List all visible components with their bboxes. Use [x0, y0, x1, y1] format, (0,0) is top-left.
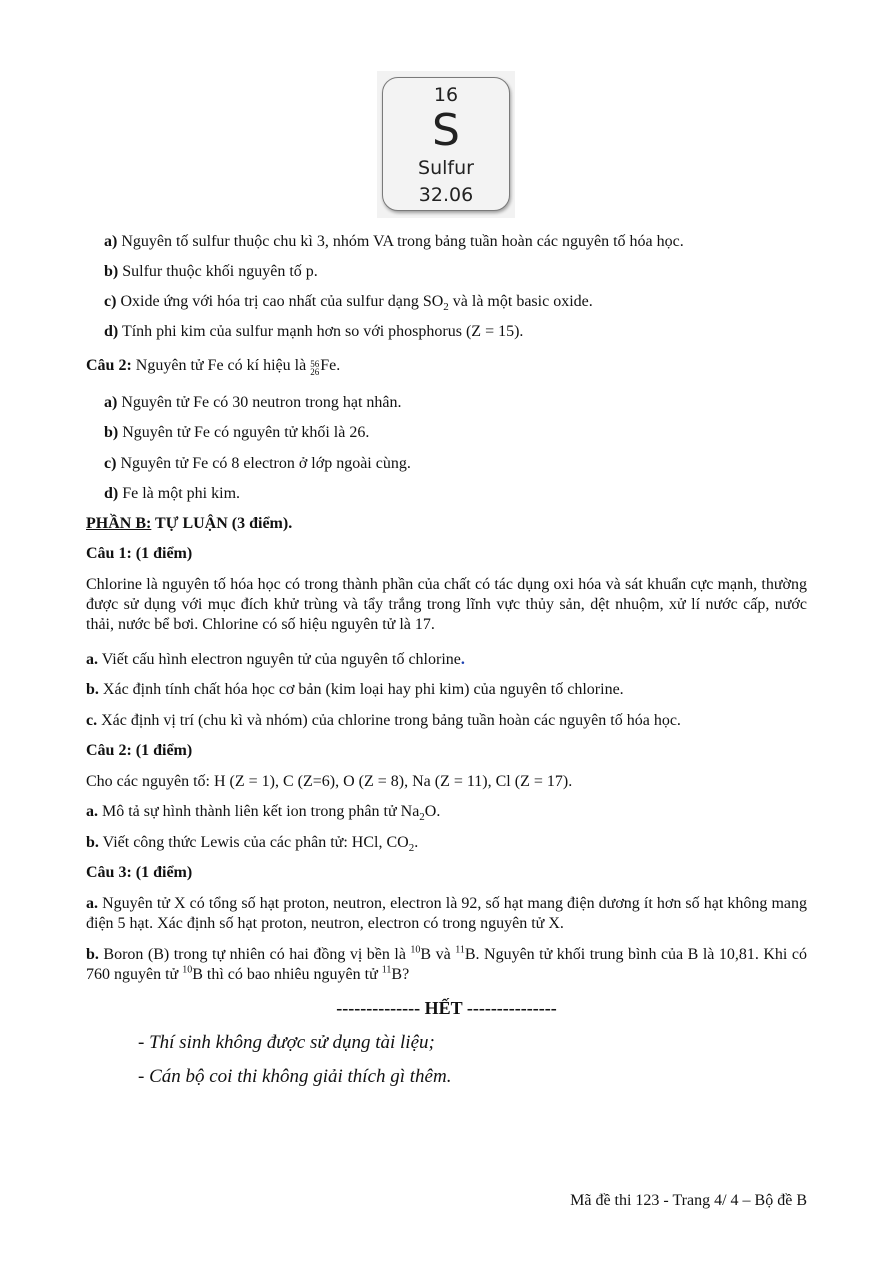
essay-q1-title: Câu 1: (1 điểm) [86, 545, 193, 562]
q2-option-c: c) Nguyên tử Fe có 8 electron ở lớp ngoài cùng. [104, 455, 411, 472]
element-symbol: S [432, 105, 460, 156]
q2-option-d: d) Fe là một phi kim. [104, 485, 241, 502]
end-marker: -------------- HẾT --------------- [336, 998, 557, 1018]
essay-q1-part-c: c. Xác định vị trí (chu kì và nhóm) của chlorine trong bảng tuần hoàn các nguyên tố hóa học. [86, 712, 681, 729]
essay-q3-part-a: a. Nguyên tử X có tổng số hạt proton, neutron, electron là 92, số hạt mang điện dương ít hơn số hạt không mang điện 5 hạt. Xác định số hạt proton, neutron, electron có trong nguyên tử X. [86, 895, 807, 932]
element-tile-image [377, 71, 515, 218]
essay-q2-part-b: b. Viết công thức Lewis của các phân tử: HCl, $CO_2$. [86, 834, 419, 855]
note-no-explanation: - Cán bộ coi thi không giải thích gì thêm. [138, 1066, 452, 1087]
isotope-notation: 56 26 [310, 359, 320, 377]
q1-option-a: a) Nguyên tố sulfur thuộc chu kì 3, nhóm VA trong bảng tuần hoàn các nguyên tố hóa học. [104, 233, 684, 250]
q1-option-c: c) Oxide ứng với hóa trị cao nhất của sulfur dạng $SO_2$ và là một basic oxide. [104, 293, 593, 314]
essay-q2-part-a: a. Mô tả sự hình thành liên kết ion trong phân tử $Na_2O$. [86, 803, 441, 824]
essay-q2-title: Câu 2: (1 điểm) [86, 742, 193, 759]
essay-q1-part-b: b. Xác định tính chất hóa học cơ bản (kim loại hay phi kim) của nguyên tố chlorine. [86, 681, 624, 698]
q2-stem: Câu 2: Nguyên tử Fe có kí hiệu là 56 26Fe. [86, 357, 341, 377]
q2-option-a: a) Nguyên tử Fe có 30 neutron trong hạt nhân. [104, 394, 402, 411]
essay-q3-title: Câu 3: (1 điểm) [86, 864, 193, 881]
essay-q2-elements: Cho các nguyên tố: H (Z = 1), C (Z=6), O (Z = 8), Na (Z = 11), Cl (Z = 17). [86, 773, 573, 790]
q2-option-b: b) Nguyên tử Fe có nguyên tử khối là 26. [104, 424, 370, 441]
sulfur-element-tile [382, 77, 510, 211]
atomic-mass: 32.06 [418, 184, 474, 206]
part-b-heading: PHẦN B: TỰ LUẬN (3 điểm). [86, 515, 293, 532]
essay-q1-paragraph: Chlorine là nguyên tố hóa học có trong thành phần của chất có tác dụng oxi hóa và sát khuẩn cực mạnh, thường được sử dụng với mục đích khử trùng và tẩy trắng trong lĩnh vực thủy sản, dệt nhuộm, xử lí nước cấp, nước thải, nước bể bơi. Chlorine có số hiệu nguyên tử là 17. [86, 576, 807, 633]
q1-option-d: d) Tính phi kim của sulfur mạnh hơn so với phosphorus (Z = 15). [104, 323, 524, 340]
note-no-materials: - Thí sinh không được sử dụng tài liệu; [138, 1032, 435, 1053]
element-name: Sulfur [418, 157, 474, 179]
q1-option-b: b) Sulfur thuộc khối nguyên tố p. [104, 263, 318, 280]
page-footer: Mã đề thi 123 - Trang 4/ 4 – Bộ đề B [570, 1192, 807, 1209]
essay-q1-part-a: a. Viết cấu hình electron nguyên tử của nguyên tố chlorine. [86, 651, 465, 668]
essay-q3-part-b: b. Boron (B) trong tự nhiên có hai đồng vị bền là $^{10}$B và $^{11}$B. Nguyên tử khối trung bình của B là 10,81. Khi có 760 nguyên tử $^{10}$B thì có bao nhiêu nguyên tử $^{11}$B? [86, 944, 807, 983]
atomic-number: 16 [433, 84, 459, 106]
